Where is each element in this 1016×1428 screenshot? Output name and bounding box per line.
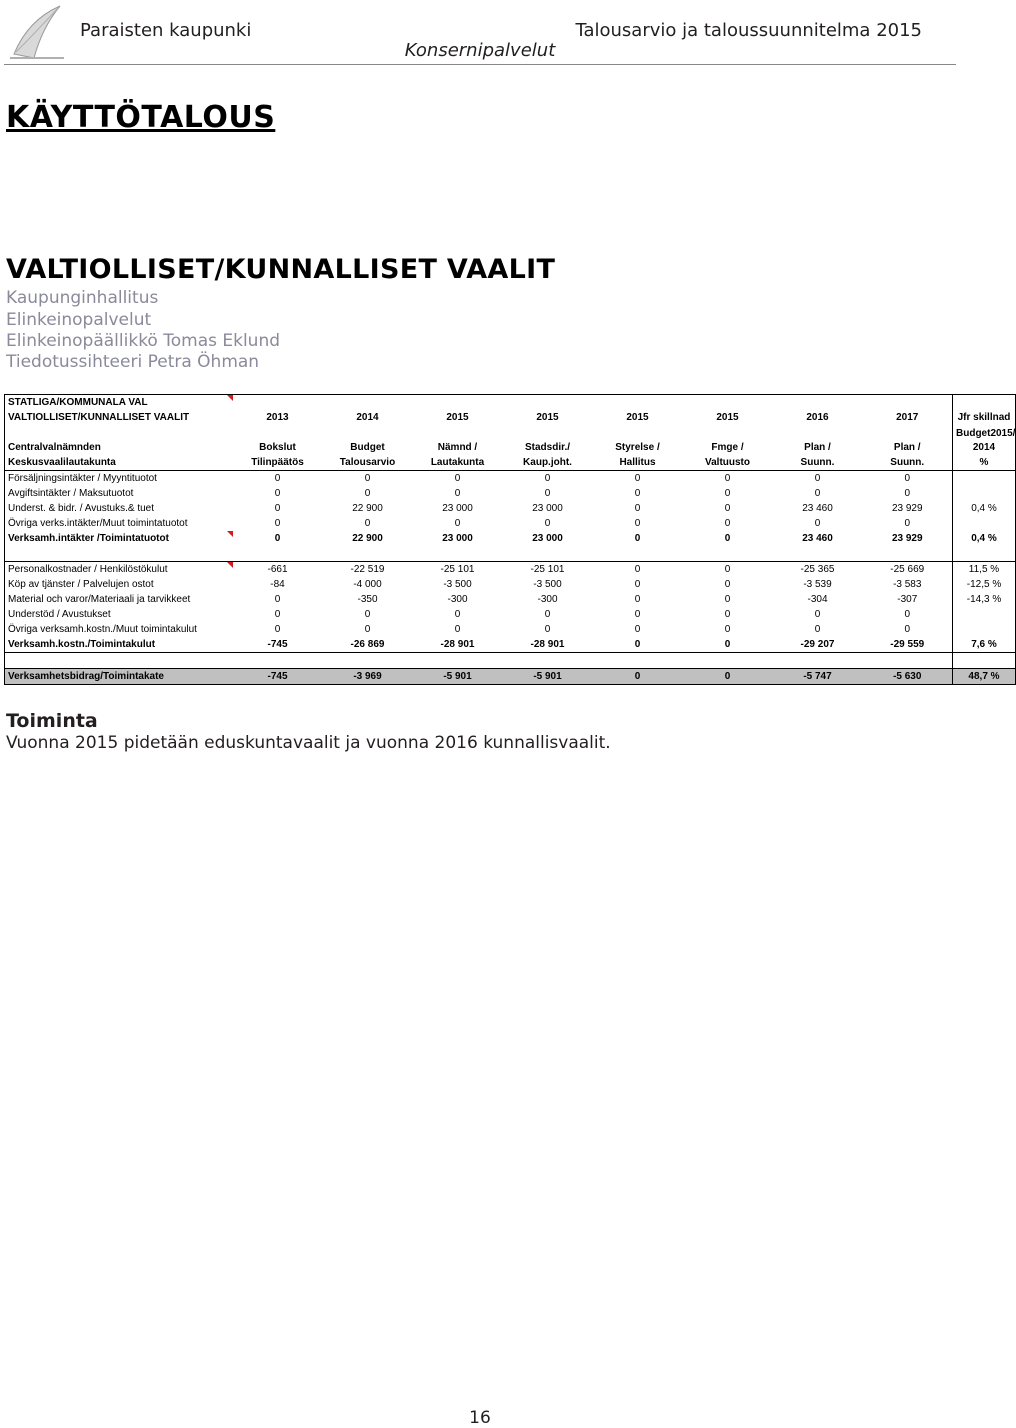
unit-line: Elinkeinopalvelut bbox=[6, 310, 152, 330]
value-cell: -5 901 bbox=[503, 669, 593, 685]
value-cell bbox=[503, 395, 593, 411]
value-cell: 0 bbox=[634, 518, 641, 529]
spacer-row bbox=[5, 546, 1016, 562]
value-cell: Bokslut bbox=[259, 442, 296, 453]
value-cell: 0 bbox=[454, 518, 461, 529]
change-cell: 0,4 % bbox=[953, 531, 1016, 546]
row-label: Övriga verks.intäkter/Muut toimintatuotot bbox=[8, 518, 188, 529]
cost-total-row bbox=[5, 637, 1016, 653]
value-cell: Lautakunta bbox=[413, 455, 503, 471]
table-row bbox=[5, 562, 1016, 578]
empty-cell bbox=[863, 546, 953, 562]
value-cell: Nämnd / bbox=[437, 442, 478, 453]
value-cell: Plan / bbox=[893, 442, 921, 453]
change-cell: 0,4 % bbox=[953, 501, 1016, 516]
value-cell: -3 583 bbox=[893, 579, 922, 590]
table-header-row bbox=[5, 425, 1016, 455]
value-cell: -26 869 bbox=[323, 637, 413, 653]
value-cell: Suunn. bbox=[773, 455, 863, 471]
value-cell: Kaup.joht. bbox=[503, 455, 593, 471]
value-cell: 0 bbox=[683, 669, 773, 685]
value-cell: -5 901 bbox=[413, 669, 503, 685]
value-cell: -3 500 bbox=[533, 579, 562, 590]
value-cell: Hallitus bbox=[593, 455, 683, 471]
value-cell: 2013 bbox=[266, 412, 289, 423]
empty-cell bbox=[413, 546, 503, 562]
value-cell: 0 bbox=[904, 473, 911, 484]
value-cell: 0 bbox=[634, 488, 641, 499]
value-cell: 0 bbox=[904, 488, 911, 499]
page-number: 16 bbox=[469, 1408, 491, 1428]
empty-cell bbox=[503, 546, 593, 562]
empty-cell bbox=[953, 546, 1016, 562]
change-cell: 7,6 % bbox=[953, 637, 1016, 653]
row-label: Övriga verksamh.kostn./Muut toimintakulut bbox=[8, 624, 197, 635]
empty-cell bbox=[593, 546, 683, 562]
empty-cell bbox=[593, 653, 683, 669]
value-cell: 0 bbox=[904, 624, 911, 635]
value-cell: -300 bbox=[447, 594, 468, 605]
value-cell: Suunn. bbox=[863, 455, 953, 471]
value-cell: 22 900 bbox=[352, 533, 383, 544]
value-cell: -25 101 bbox=[413, 562, 503, 578]
table-row bbox=[5, 486, 1016, 501]
row-label: STATLIGA/KOMMUNALA VAL bbox=[5, 395, 233, 411]
table-row bbox=[5, 516, 1016, 531]
value-cell: 23 929 bbox=[891, 503, 923, 514]
value-cell: -661 bbox=[233, 562, 323, 578]
value-cell: 0 bbox=[274, 473, 281, 484]
value-cell: -3 969 bbox=[323, 669, 413, 685]
empty-cell bbox=[683, 546, 773, 562]
value-cell: Talousarvio bbox=[323, 455, 413, 471]
section-title: VALTIOLLISET/KUNNALLISET VAALIT bbox=[6, 254, 556, 285]
change-cell bbox=[953, 516, 1016, 531]
value-cell: 23 000 bbox=[442, 503, 473, 514]
value-cell: -29 207 bbox=[773, 637, 863, 653]
value-cell: 0 bbox=[814, 488, 821, 499]
empty-cell bbox=[5, 546, 233, 562]
change-cell: -12,5 % bbox=[953, 577, 1016, 592]
row-label: Material och varor/Materiaali ja tarvikkeet bbox=[8, 594, 191, 605]
margin-row bbox=[5, 669, 1016, 685]
value-cell: 0 bbox=[274, 609, 281, 620]
value-cell: -84 bbox=[270, 579, 285, 590]
row-label: Försäljningsintäkter / Myyntituotot bbox=[8, 473, 157, 484]
value-cell: 0 bbox=[544, 609, 551, 620]
value-cell: 0 bbox=[544, 488, 551, 499]
value-cell: 0 bbox=[683, 637, 773, 653]
value-cell: 0 bbox=[274, 624, 281, 635]
empty-cell bbox=[233, 653, 323, 669]
value-cell bbox=[683, 395, 773, 411]
empty-cell bbox=[683, 653, 773, 669]
value-cell: 0 bbox=[634, 473, 641, 484]
value-cell: 0 bbox=[634, 503, 641, 514]
value-cell: 0 bbox=[724, 594, 731, 605]
row-label: Underst. & bidr. / Avustuks.& tuet bbox=[8, 503, 155, 514]
value-cell bbox=[413, 395, 503, 411]
table-header-row bbox=[5, 410, 1016, 425]
value-cell: -304 bbox=[807, 594, 828, 605]
value-cell: 0 bbox=[814, 624, 821, 635]
value-cell: Tilinpäätös bbox=[233, 455, 323, 471]
value-cell: 0 bbox=[454, 624, 461, 635]
value-cell: 0 bbox=[904, 518, 911, 529]
value-cell bbox=[593, 395, 683, 411]
value-cell: 0 bbox=[724, 624, 731, 635]
empty-cell bbox=[863, 653, 953, 669]
value-cell: 2015 bbox=[716, 412, 739, 423]
table-row bbox=[5, 471, 1016, 487]
row-label: Verksamhetsbidrag/Toimintakate bbox=[5, 669, 233, 685]
change-cell bbox=[953, 395, 1016, 411]
value-cell: 0 bbox=[724, 579, 731, 590]
value-cell: 0 bbox=[683, 562, 773, 578]
table-row bbox=[5, 577, 1016, 592]
value-cell bbox=[863, 395, 953, 411]
empty-cell bbox=[953, 653, 1016, 669]
value-cell: -25 365 bbox=[773, 562, 863, 578]
value-cell: 0 bbox=[904, 609, 911, 620]
value-cell: -25 669 bbox=[863, 562, 953, 578]
value-cell: -5 630 bbox=[863, 669, 953, 685]
value-cell: Plan / bbox=[804, 442, 831, 453]
value-cell: 2015 bbox=[446, 412, 469, 423]
value-cell: 0 bbox=[593, 562, 683, 578]
value-cell: 0 bbox=[724, 488, 731, 499]
value-cell: 0 bbox=[724, 609, 731, 620]
value-cell: 0 bbox=[724, 533, 731, 544]
row-label: Avgiftsintäkter / Maksutuotot bbox=[8, 488, 134, 499]
change-cell bbox=[953, 622, 1016, 637]
value-cell: -300 bbox=[537, 594, 558, 605]
value-cell: 0 bbox=[814, 518, 821, 529]
empty-cell bbox=[503, 653, 593, 669]
value-cell: 0 bbox=[724, 503, 731, 514]
value-cell: -29 559 bbox=[863, 637, 953, 653]
value-cell bbox=[773, 395, 863, 411]
value-cell: -745 bbox=[233, 669, 323, 685]
value-cell: -3 539 bbox=[803, 579, 832, 590]
value-cell: 0 bbox=[593, 669, 683, 685]
change-cell: Jfr skillnad bbox=[953, 410, 1016, 425]
row-label: Verksamh.intäkter /Toimintatuotot bbox=[5, 531, 233, 546]
change-cell: 11,5 % bbox=[953, 562, 1016, 578]
value-cell: Budget bbox=[350, 442, 385, 453]
row-label: Keskusvaalilautakunta bbox=[5, 455, 233, 471]
value-cell: 0 bbox=[544, 624, 551, 635]
value-cell: 0 bbox=[634, 579, 641, 590]
value-cell: Stadsdir./ bbox=[524, 442, 570, 453]
spacer-row bbox=[5, 653, 1016, 669]
row-label: Centralvalnämnden bbox=[8, 442, 101, 453]
table-header-row bbox=[5, 395, 1016, 411]
value-cell: 0 bbox=[814, 473, 821, 484]
board-line: Kaupunginhallitus bbox=[6, 288, 159, 308]
value-cell: -350 bbox=[357, 594, 378, 605]
value-cell: 0 bbox=[454, 473, 461, 484]
value-cell: 0 bbox=[724, 473, 731, 484]
value-cell: 0 bbox=[364, 473, 371, 484]
empty-cell bbox=[323, 546, 413, 562]
value-cell: Styrelse / bbox=[615, 442, 660, 453]
empty-cell bbox=[413, 653, 503, 669]
row-label: Personalkostnader / Henkilöstökulut bbox=[5, 562, 233, 578]
department-name: Konsernipalvelut bbox=[404, 40, 556, 61]
value-cell: 2014 bbox=[356, 412, 379, 423]
value-cell: 2015 bbox=[626, 412, 649, 423]
value-cell: 0 bbox=[634, 624, 641, 635]
value-cell: 23 000 bbox=[442, 533, 473, 544]
value-cell: 0 bbox=[274, 594, 281, 605]
empty-cell bbox=[233, 546, 323, 562]
value-cell: 23 000 bbox=[532, 533, 563, 544]
value-cell: 0 bbox=[364, 609, 371, 620]
value-cell: 0 bbox=[454, 488, 461, 499]
secretary-line: Tiedotussihteeri Petra Öhman bbox=[6, 352, 260, 372]
value-cell: -4 000 bbox=[353, 579, 382, 590]
row-label: Understöd / Avustukset bbox=[8, 609, 111, 620]
value-cell: 0 bbox=[274, 488, 281, 499]
table-header-row bbox=[5, 455, 1016, 471]
income-total-row bbox=[5, 531, 1016, 546]
value-cell: 23 460 bbox=[802, 503, 833, 514]
row-label: Verksamh.kostn./Toimintakulut bbox=[5, 637, 233, 653]
activity-text: Vuonna 2015 pidetään eduskuntavaalit ja vuonna 2016 kunnallisvaalit. bbox=[6, 733, 611, 753]
value-cell: 2015 bbox=[536, 412, 559, 423]
value-cell: -307 bbox=[897, 594, 918, 605]
change-cell: 48,7 % bbox=[953, 669, 1016, 685]
value-cell: 23 000 bbox=[532, 503, 563, 514]
value-cell: -25 101 bbox=[503, 562, 593, 578]
empty-cell bbox=[323, 653, 413, 669]
value-cell: -745 bbox=[233, 637, 323, 653]
value-cell: 23 929 bbox=[891, 533, 923, 544]
empty-cell bbox=[773, 653, 863, 669]
value-cell: -22 519 bbox=[323, 562, 413, 578]
value-cell bbox=[233, 395, 323, 411]
change-cell: Budget2015/ 2014 bbox=[953, 425, 1016, 455]
value-cell: 0 bbox=[634, 609, 641, 620]
value-cell: 0 bbox=[544, 518, 551, 529]
change-cell: % bbox=[953, 455, 1016, 471]
manager-line: Elinkeinopäällikkö Tomas Eklund bbox=[6, 331, 281, 351]
value-cell: 0 bbox=[274, 503, 281, 514]
table-row bbox=[5, 592, 1016, 607]
value-cell: -5 747 bbox=[773, 669, 863, 685]
value-cell: 0 bbox=[274, 533, 281, 544]
value-cell: 2017 bbox=[896, 412, 919, 423]
value-cell: 0 bbox=[364, 488, 371, 499]
budget-table bbox=[4, 394, 1016, 685]
activity-title: Toiminta bbox=[6, 710, 98, 732]
change-cell: -14,3 % bbox=[953, 592, 1016, 607]
document-title: Talousarvio ja taloussuunnitelma 2015 bbox=[575, 20, 922, 41]
value-cell: 0 bbox=[454, 609, 461, 620]
value-cell: 0 bbox=[593, 637, 683, 653]
value-cell: 0 bbox=[274, 518, 281, 529]
value-cell: 22 900 bbox=[352, 503, 383, 514]
value-cell: -3 500 bbox=[443, 579, 472, 590]
value-cell: 0 bbox=[724, 518, 731, 529]
empty-cell bbox=[773, 546, 863, 562]
header-divider bbox=[4, 64, 956, 65]
table-row bbox=[5, 501, 1016, 516]
value-cell bbox=[323, 395, 413, 411]
change-cell bbox=[953, 471, 1016, 487]
value-cell: 23 460 bbox=[802, 533, 833, 544]
value-cell: 0 bbox=[634, 533, 641, 544]
table-row bbox=[5, 607, 1016, 622]
table-row bbox=[5, 622, 1016, 637]
empty-cell bbox=[5, 653, 233, 669]
value-cell: 2016 bbox=[806, 412, 829, 423]
value-cell: 0 bbox=[634, 594, 641, 605]
value-cell: 0 bbox=[364, 518, 371, 529]
value-cell: Valtuusto bbox=[683, 455, 773, 471]
city-name: Paraisten kaupunki bbox=[80, 20, 252, 41]
change-cell bbox=[953, 486, 1016, 501]
value-cell: 0 bbox=[364, 624, 371, 635]
value-cell: 0 bbox=[544, 473, 551, 484]
value-cell: Fmge / bbox=[711, 442, 744, 453]
value-cell: -28 901 bbox=[503, 637, 593, 653]
row-label: Köp av tjänster / Palvelujen ostot bbox=[8, 579, 154, 590]
page-title: KÄYTTÖTALOUS bbox=[6, 100, 276, 135]
change-cell bbox=[953, 607, 1016, 622]
value-cell: 0 bbox=[814, 609, 821, 620]
row-label: VALTIOLLISET/KUNNALLISET VAALIT bbox=[8, 412, 190, 423]
value-cell: -28 901 bbox=[413, 637, 503, 653]
